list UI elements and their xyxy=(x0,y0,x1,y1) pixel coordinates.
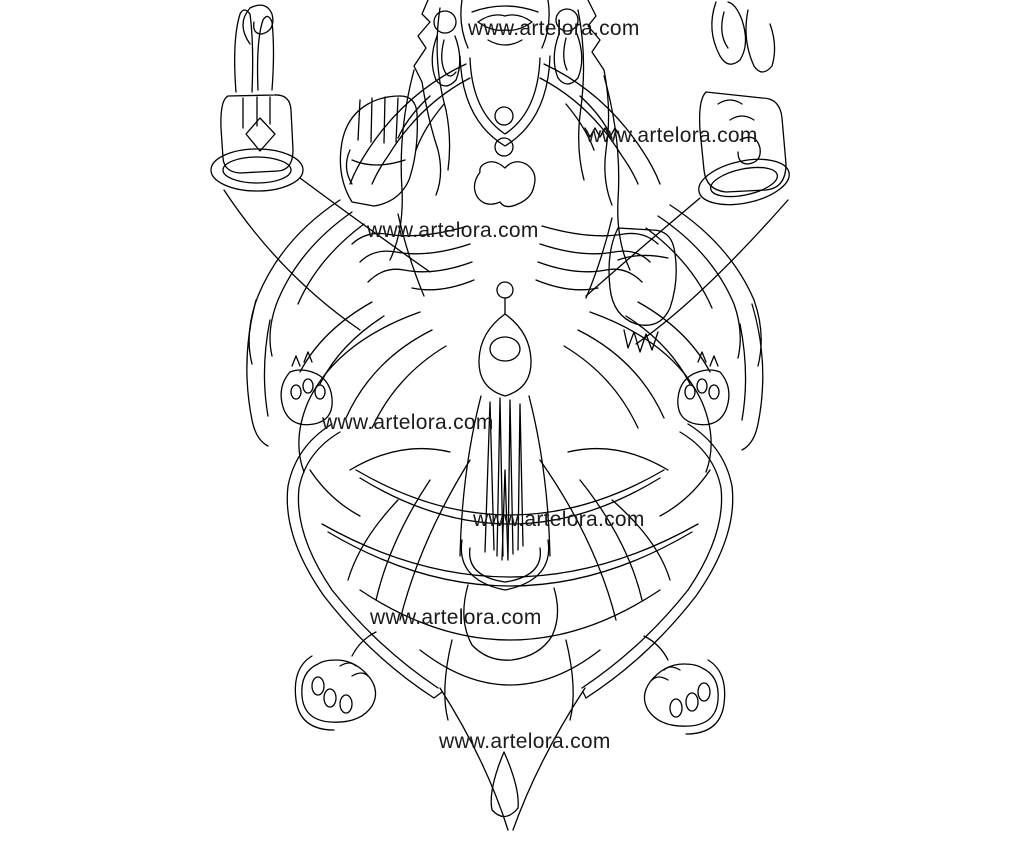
arm-upper-right xyxy=(586,2,793,344)
lotus-web xyxy=(310,449,710,720)
watermark-text: www.artelora.com xyxy=(367,219,539,242)
waist-folds-right xyxy=(536,226,658,290)
watermark-text: www.artelora.com xyxy=(586,124,758,147)
lotus-tip xyxy=(434,688,586,830)
watermark-text: www.artelora.com xyxy=(322,411,494,434)
foot-left xyxy=(295,632,376,730)
watermark-text: www.artelora.com xyxy=(468,17,640,40)
sash-pendant xyxy=(461,540,557,660)
ribbon-right xyxy=(626,302,729,425)
legs xyxy=(299,312,711,472)
necklace xyxy=(474,107,535,207)
scarf-right xyxy=(646,205,763,450)
waist-ornament xyxy=(479,282,531,396)
arm-upper-left xyxy=(211,5,430,330)
watermark-text: www.artelora.com xyxy=(473,508,645,531)
watermark-text: www.artelora.com xyxy=(370,606,542,629)
chest-ornament-left xyxy=(350,64,470,184)
watermark-text: www.artelora.com xyxy=(439,730,611,753)
foot-right xyxy=(644,636,725,734)
neck-collar xyxy=(460,56,550,146)
ribbon-left xyxy=(281,302,384,425)
